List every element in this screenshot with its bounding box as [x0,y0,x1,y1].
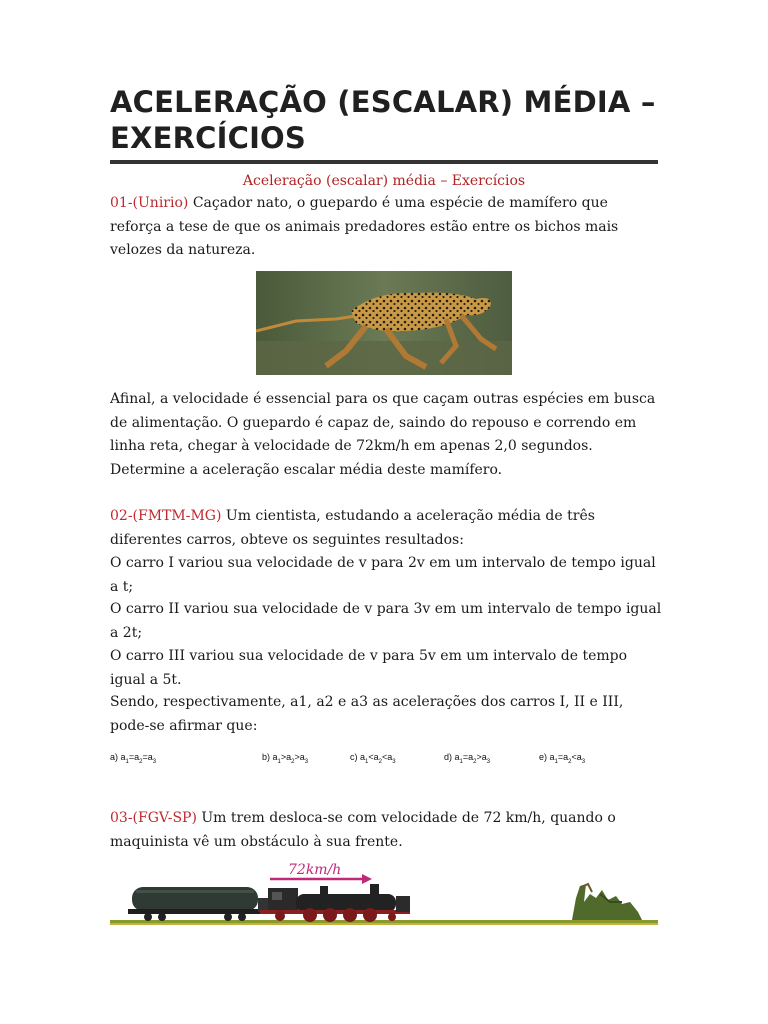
tank-wagon [128,887,260,921]
option-d: d) $a_1=a_2>a_3$ [444,752,491,765]
train-illustration [110,858,658,928]
question-3-text: Um trem desloca-se com velocidade de 72 km/h, quando o maquinista vê um obstáculo à sua frente. [110,810,616,850]
question-2-line-2: O carro II variou sua velocidade de v para 3v em um intervalo de tempo igual a 2t; [110,601,662,641]
speed-label: 72km/h [288,862,342,878]
option-e: e) $a_1=a_2<a_3$ [539,752,586,765]
question-2-text: Um cientista, estudando a aceleração média de três diferentes carros, obteve os seguintes resultados: [110,508,595,548]
question-1-source: 01-(Unirio) [110,195,189,211]
option-a: a) $a_1=a_2=a_3$ [110,752,157,765]
question-3-source: 03-(FGV-SP) [110,810,197,826]
question-2-line-3: O carro III variou sua velocidade de v para 5v em um intervalo de tempo igual a 5t. [110,648,628,688]
page-title: ACELERAÇÃO (ESCALAR) MÉDIA – EXERCÍCIOS [110,85,656,155]
question-1-body: Afinal, a velocidade é essencial para os que caçam outras espécies em busca de alimentação. O guepardo é capaz de, saindo do repouso e correndo em linha reta, chegar à velocidade de 72km/h em apenas 2,0 segundos. Determine a aceleração escalar média deste mamífero. [110,391,656,478]
page-subtitle: Aceleração (escalar) média – Exercícios [242,173,526,189]
question-1-text: Caçador nato, o guepardo é uma espécie de mamífero que reforça a tese de que os animais predadores estão entre os bichos mais velozes da natureza. [110,195,619,258]
question-3-intro [110,807,662,854]
option-b: b) $a_1>a_2>a_3$ [262,752,309,765]
title-divider [110,160,658,164]
option-c: c) $a_1<a_2<a_3$ [350,752,396,765]
obstacle [572,884,642,920]
question-2-line-4: Sendo, respectivamente, a1, a2 e a3 as acelerações dos carros I, II e III, pode-se afirmar que: [110,694,624,734]
question-2-source: 02-(FMTM-MG) [110,508,222,524]
cheetah-photo [256,271,512,375]
question-2-intro [110,505,662,552]
question-2-line-1: O carro I variou sua velocidade de v para 2v em um intervalo de tempo igual a t; [110,555,656,595]
locomotive [258,884,410,922]
answer-options [110,752,658,768]
question-1-intro [110,192,662,263]
